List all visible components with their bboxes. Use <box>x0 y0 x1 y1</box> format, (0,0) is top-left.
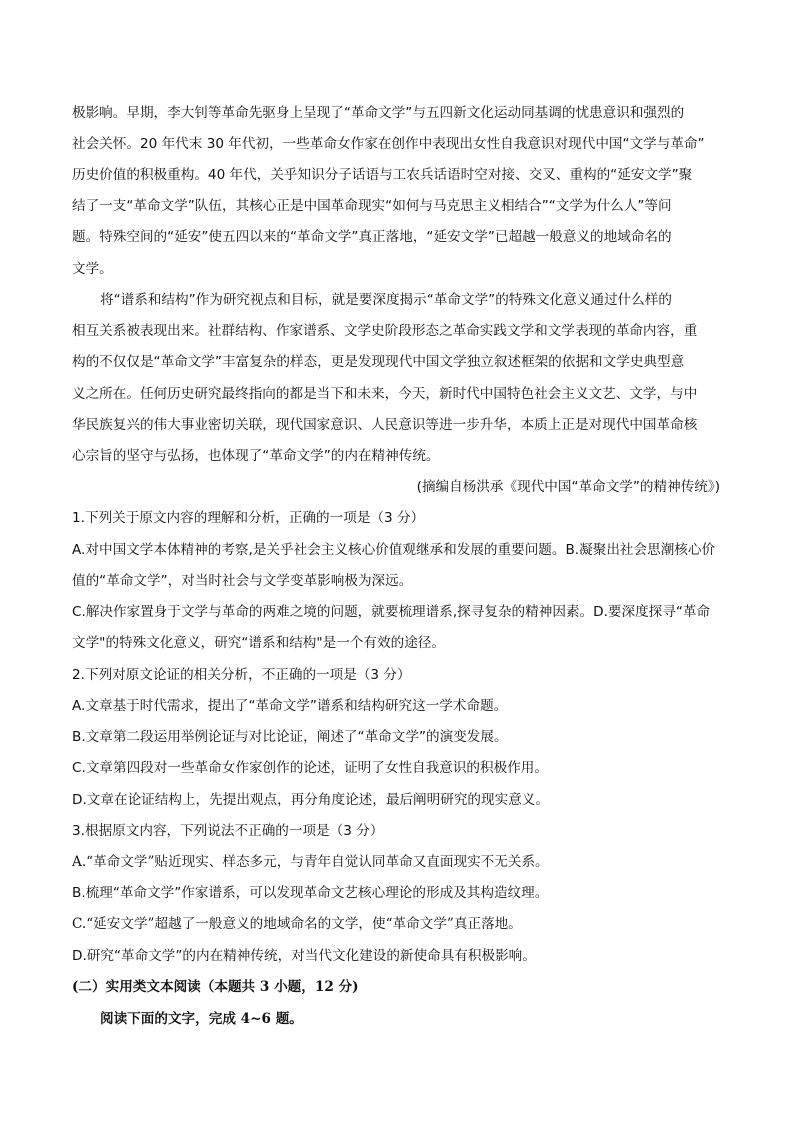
question-1-line-1: A.对中国文学本体精神的考察,是关乎社会主义核心价值观继承和发展的重要问题。B.凝聚出社会思潮核心价 <box>72 542 716 558</box>
passage-p2-line-5: 华民族复兴的伟大事业密切关联，现代国家意识、人民意识等进一步升华，本质上正是对现代中国革命核 <box>72 417 698 433</box>
passage-p2-line-1: 将“谱系和结构”作为研究视点和目标，就是要深度揭示“革命文学”的特殊文化意义通过什么样的 <box>100 292 672 308</box>
question-3-option-a: A.“革命文学”贴近现实、样态多元，与青年自觉认同革命又直面现实不无关系。 <box>72 854 549 870</box>
passage-p1-line-3: 历史价值的积极重构。40 年代，关乎知识分子话语与工农兵话语时空对接、交叉、重构的“延安文学”聚 <box>72 167 693 183</box>
section-2-instruction: 阅读下面的文字，完成 4~6 题。 <box>100 1011 303 1027</box>
question-1-line-3: C.解决作家置身于文学与革命的两难之境的问题，就要梳理谱系,探寻复杂的精神因素。D.要深度探寻“革命 <box>72 604 711 620</box>
passage-p2-line-4: 义之所在。任何历史研究最终指向的都是当下和未来，今天，新时代中国特色社会主义文艺、文学，与中 <box>72 386 698 402</box>
question-2-stem: 2.下列对原文论证的相关分析，不正确的一项是（3 分） <box>72 667 411 683</box>
question-3-option-c: C.“延安文学”超越了一般意义的地域命名的文学，使“革命文学”真正落地。 <box>72 916 522 932</box>
passage-p1-line-4: 结了一支“革命文学”队伍，其核心正是中国革命现实“如何与马克思主义相结合”“文学为什么人”等问 <box>72 198 672 214</box>
question-1-line-4: 文学"的特殊文化意义，研究“谱系和结构"是一个有效的途径。 <box>72 635 445 651</box>
question-2-option-c: C.文章第四段对一些革命女作家创作的论述，证明了女性自我意识的积极作用。 <box>72 760 548 776</box>
passage-p2-line-2: 相互关系被表现出来。社群结构、作家谱系、文学史阶段形态之革命实践文学和文学表现的革命内容，重 <box>72 323 698 339</box>
passage-source: (摘编自杨洪承《现代中国“革命文学”的精神传统》) <box>416 479 720 495</box>
section-2-heading: (二）实用类文本阅读（本题共 3 小题，12 分) <box>72 979 359 995</box>
passage-p2-line-3: 构的不仅仅是“革命文学”丰富复杂的样态，更是发现现代中国文学独立叙述框架的依据和文学史典型意 <box>72 354 685 370</box>
question-3-option-d: D.研究“革命文学”的内在精神传统，对当代文化建设的新使命具有积极影响。 <box>72 948 536 964</box>
question-2-option-b: B.文章第二段运用举例论证与对比论证，阐述了“革命文学”的演变发展。 <box>72 729 508 745</box>
passage-p1-line-2: 社会关怀。20 年代末 30 年代初，一些革命女作家在创作中表现出女性自我意识对现代中国“文学与革命” <box>72 136 705 152</box>
question-3-option-b: B.梳理“革命文学”作家谱系，可以发现革命文艺核心理论的形成及其构造纹理。 <box>72 885 549 901</box>
question-1-line-2: 值的“革命文学”，对当时社会与文学变革影响极为深远。 <box>72 573 413 589</box>
question-2-option-a: A.文章基于时代需求，提出了“革命文学”谱系和结构研究这一学术命题。 <box>72 698 508 714</box>
passage-p1-line-1: 极影响。早期，李大钊等革命先驱身上呈现了“革命文学”与五四新文化运动同基调的忧患意识和强烈的 <box>72 105 685 121</box>
question-3-stem: 3.根据原文内容，下列说法不正确的一项是（3 分） <box>72 823 384 839</box>
passage-p1-line-6: 文学。 <box>72 261 113 277</box>
question-2-option-d: D.文章在论证结构上，先提出观点，再分角度论述，最后阐明研究的现实意义。 <box>72 792 549 808</box>
passage-p1-line-5: 题。特殊空间的“延安”使五四以来的“革命文学”真正落地，“延安文学”已超越一般意义的地域命名的 <box>72 229 672 245</box>
question-1-stem: 1.下列关于原文内容的理解和分析，正确的一项是（3 分） <box>72 510 425 526</box>
passage-p2-line-6: 心宗旨的坚守与弘扬，也体现了“革命文学”的内在精神传统。 <box>72 448 440 464</box>
